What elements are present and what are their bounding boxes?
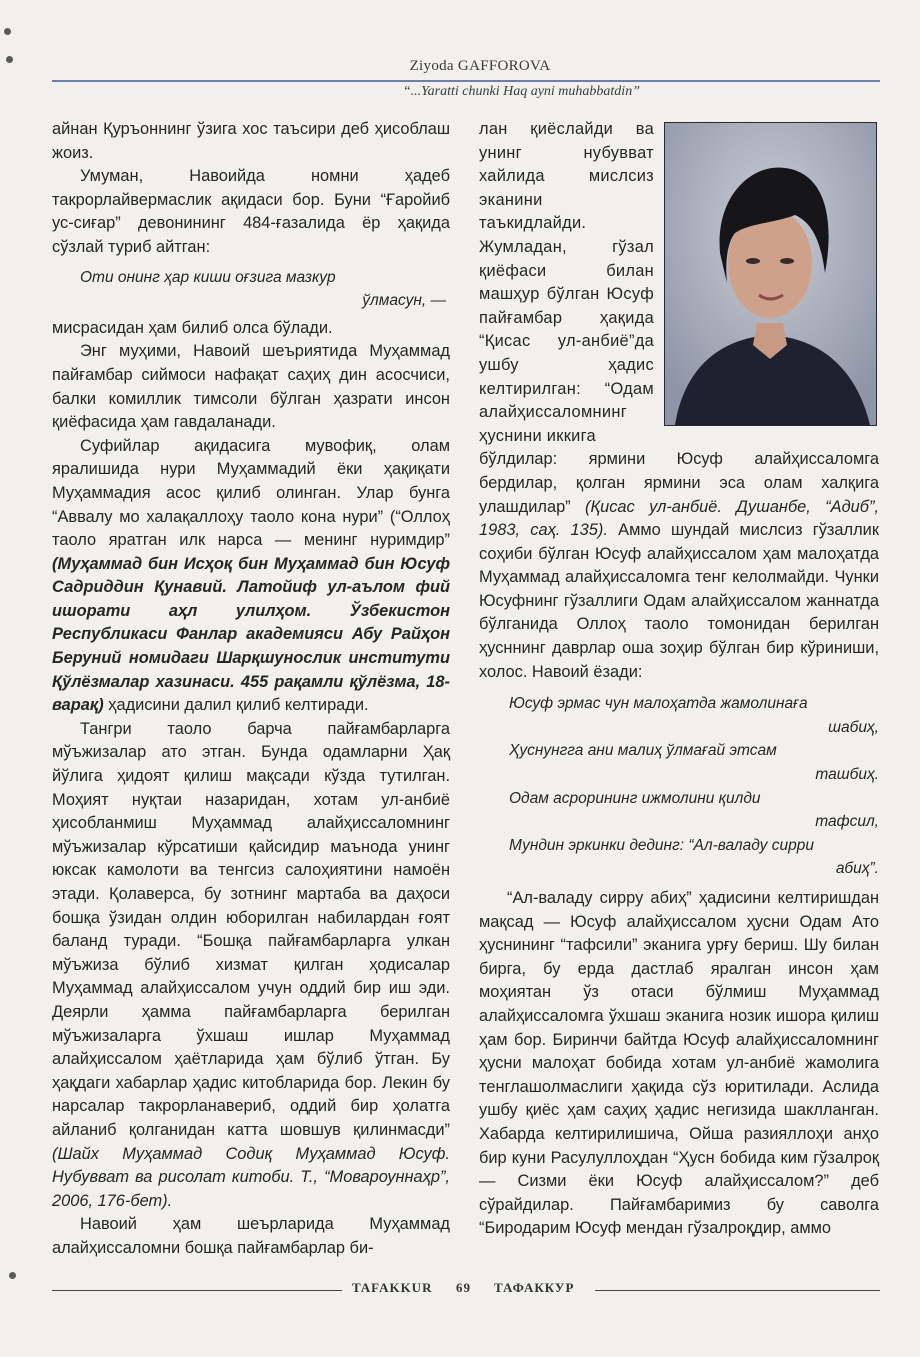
running-header-subtitle: “...Yaratti chunki Haq ayni muhabbatdin” xyxy=(402,84,640,99)
citation: (Шайх Муҳаммад Содиқ Муҳаммад Юсуф. Нубувват ва рисолат китоби. Т., “Мовароуннаҳр”, 2006, 176-бет). xyxy=(52,1144,450,1210)
paragraph: Умуман, Навоийда номни ҳадеб такрорлайвермаслик ақидаси бор. Буни “Ғаройиб ус-сиғар” девонининг 484-ғазалида ёр ҳақида сўзлай туриб айтган: xyxy=(52,167,450,256)
paragraph-text: бўлдилар: ярмини Юсуф алайҳиссаломга бердилар, қолган ярмини эса олам халқига улашдилар” xyxy=(479,450,879,516)
paragraph xyxy=(52,435,450,718)
verse-line: Юсуф эрмас чун малоҳатда жамолинаға xyxy=(509,695,808,713)
paragraph: айнан Қуръоннинг ўзига хос таъсири деб ҳисоблаш жоиз. xyxy=(52,120,450,162)
binding-hole xyxy=(6,56,13,63)
page-number: 69 xyxy=(456,1280,471,1295)
footer-label-left: TAFAKKUR xyxy=(352,1280,433,1295)
binding-hole xyxy=(4,28,11,35)
verse-line: тафсил, xyxy=(815,813,879,831)
verse-line: Оти онинг ҳар киши оғзига мазкур xyxy=(80,268,336,286)
verse-line: абиҳ”. xyxy=(835,860,879,878)
paragraph-text: Аммо шундай мислсиз гўзаллик соҳиби бўлган Юсуф алайҳиссалом ҳам малоҳатда Муҳаммад алайҳиссаломга тенг келолмайди. Чунки Юсуфнинг гўзаллиги Одам алайҳиссалом жаннатда бўлганида Оллоҳ таоло томонидан берилган ҳусннинг даврлар оша зоҳир бўлган бир кўриниши, холос. Навоий ёзади: xyxy=(479,521,880,681)
paragraph: мисрасидан ҳам билиб олса бўлади. xyxy=(52,318,333,337)
citation: (Қисас ул-анбиё. Душанбе, “Адиб”, 1983, саҳ. 135). xyxy=(479,497,879,540)
paragraph-text: Суфийлар ақидасига мувофиқ, олам яралишида нури Муҳаммадий ёки ҳақиқати Муҳаммадия асос қилиб олинган. Улар бунга “Аввалу мо халақаллоҳу таоло кона нури” (“Оллоҳ таоло яратган илк нарса — менинг нуримдир” xyxy=(52,436,450,550)
right-column xyxy=(479,118,879,1241)
paragraph: лан қиёслайди ва унинг нубувват хайлида мислсиз эканини таъкидлайди. Жумладан, гўзал қиёфаси билан машҳур бўлган Юсуф пайғамбар ҳақида “Қисас ул-анбиё”да ушбу ҳадис келтирилган: “Одам алайҳиссаломнинг ҳуснини иккига xyxy=(479,120,654,445)
verse-line: Мундин эркинки дединг: “Ал-валаду сирри xyxy=(509,836,814,854)
paragraph-text: ҳадисини далил қилиб келтиради. xyxy=(108,696,369,715)
paragraph xyxy=(52,718,450,1213)
verse-line: ўлмасун, — xyxy=(362,292,446,310)
verse-line: ташбиҳ. xyxy=(815,766,879,784)
running-header-author: Ziyoda GAFFOROVA xyxy=(409,58,551,74)
verse-line: Одам асрорининг ижмолини қилди xyxy=(509,789,761,807)
footer-rule-left xyxy=(52,1290,342,1291)
paragraph-text: Тангри таоло барча пайғамбарларга мўъжизалар ато этган. Бунда одамларни Ҳақ йўлига ҳидоят қилиш мақсади кўзда тутилган. Моҳият нуқтаи назаридан, хотам ул-анбиё ҳисобланмиш Муҳаммад алайҳиссаломнинг мўъжизалар кўрсатиши қайсидир маънода унинг юксак камолоти ва тенгсиз салоҳиятини намоён этади. Қолаверса, бу зотнинг мартаба ва даҳоси бошқа ўзидан олдин юборилган набилардан ғоят баланд туради. “Бошқа пайғамбарларга улкан мўъжиза бўлиб хизмат қилган ҳодисалар Муҳаммад алайҳиссалом учун оддий бир иш эди. Деярли ҳамма пайғамбарларга берилган мўъжизаларга ўхшаш ишлар Муҳаммад алайҳиссалом ҳаётларида ҳам бўлиб ўтган. Бу ҳақдаги хабарлар ҳадис китобларида бор. Лекин бу нарсалар такрорланавериб, оддий бир ҳолатга айланиб қолганидан катта шовшув қилинмасди” xyxy=(52,719,450,1139)
verse-line: Ҳуснунгга ани малиҳ ўлмағай этсам xyxy=(509,742,777,760)
paragraph xyxy=(479,448,879,684)
verse-quote xyxy=(52,266,450,313)
left-column xyxy=(52,118,450,1261)
binding-hole xyxy=(9,1272,16,1279)
header-rule xyxy=(52,80,880,82)
paragraph: “Ал-валаду сирру абиҳ” ҳадисини келтиришдан мақсад — Юсуф алайҳиссалом ҳусни Одам Ато ҳуснининг “тафсили” эканига урғу бериш. Шу билан бирга, бу ерда дастлаб яралган инсон ҳам моҳиятан ўз отаси бўлмиш Муҳаммад алайҳиссаломга ўхшаш эканига нозик ишора қилиш ҳам бор. Биринчи байтда Юсуф алайҳиссаломнинг ҳусни малоҳат бобида хотам ул-анбиё жамолига тенглашолмаслиги ҳақида сўз юритилади. Аслида ушбу қиёс ҳам саҳиҳ ҳадис негизида шаклланган. Хабарда келтирилишича, Ойша разияллоҳи анҳо бир куни Расулуллоҳдан “Ҳусн бобида ким гўзалроқ — Сизми ёки Юсуф алайҳиссалом?” деб сўрайдилар. Пайғамбаримиз бу саволга “Биродарим Юсуф мендан гўзалроқдир, аммо xyxy=(479,889,879,1238)
paragraph: Навоий ҳам шеърларида Муҳаммад алайҳиссаломни бошқа пайғамбарлар би- xyxy=(52,1215,450,1257)
verse-quote xyxy=(479,692,879,881)
verse-line: шабиҳ, xyxy=(828,718,879,736)
citation: (Муҳаммад бин Исҳоқ бин Муҳаммад бин Юсуф Садриддин Қунавий. Латойиф ул-аълом фий ишорати аҳл улилҳом. Ўзбекистон Республикаси Фанлар академияси Абу Райҳон Беруний номидаги Шарқшунослик институти Қўлёзмалар хазинаси. 455 рақамли қўлёзма, 18-варақ) xyxy=(52,554,450,715)
footer-rule-right xyxy=(595,1290,880,1291)
footer-label-right: ТАФАККУР xyxy=(494,1280,575,1295)
paragraph: Энг муҳими, Навоий шеъриятида Муҳаммад пайғамбар сиймоси нафақат саҳиҳ дин асосчиси, балки комиллик тимсоли бўлган ҳазрати инсон қиёфасида ҳам гавдаланади. xyxy=(52,342,450,432)
